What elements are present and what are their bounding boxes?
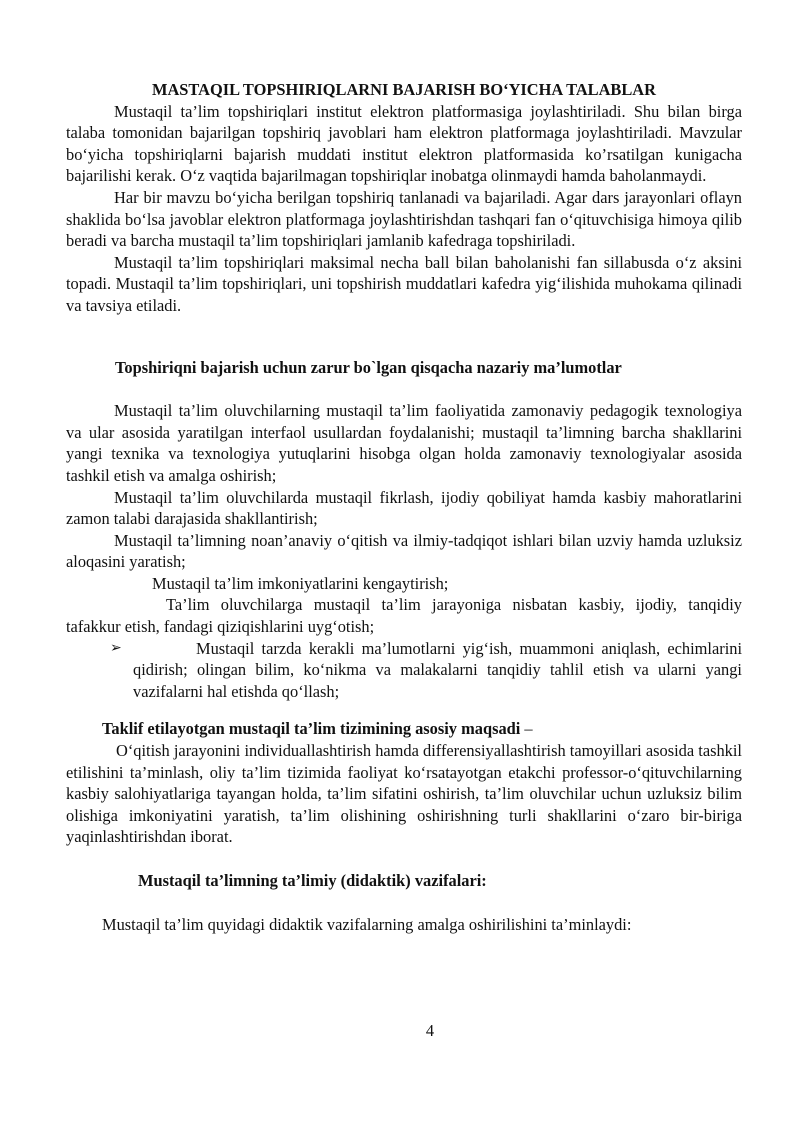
page-number: 4 bbox=[425, 1021, 435, 1040]
section-heading-theory: Topshiriqni bajarish uchun zarur bo`lgan qisqacha nazariy ma’lumotlar bbox=[115, 357, 622, 377]
section-heading-didactic-tasks: Mustaqil ta’limning ta’limiy (didaktik) vazifalari: bbox=[138, 871, 487, 890]
paragraph-independent-thinking: Mustaqil ta’lim oluvchilarda mustaqil fikrlash, ijodiy qobiliyat hamda kasbiy mahoratlarini zamon talabi darajasida shakllantirish; bbox=[66, 487, 742, 529]
paragraph-task-selection: Har bir mavzu bo‘yicha berilgan topshiriq tanlanadi va bajariladi. Agar dars jarayonlari oflayn shaklida bo‘lsa javoblar elektron platformaga joylashtirishdan tashqari fan o‘qituvchisiga himoya qilib beradi va barcha mustaqil ta’lim topshiriqlari jamlanib kafedraga topshiriladi. bbox=[66, 187, 742, 251]
main-goal-heading-text: Taklif etilayotgan mustaqil ta’lim tizimining asosiy maqsadi bbox=[102, 719, 521, 739]
paragraph-didactic-intro: Mustaqil ta’lim quyidagi didaktik vazifalarning amalga oshirilishini ta’minlaydi: bbox=[102, 914, 632, 934]
bullet-item bbox=[66, 638, 742, 703]
main-goal-dash: – bbox=[520, 719, 533, 739]
bullet-text: Mustaqil tarzda kerakli ma’lumotlarni yig‘ish, muammoni aniqlash, echimlarini qidirish; olingan bilim, ko‘nikma va malakalarni tanqidiy tahlil etish va ularni yangi vazifalarni hal etishda qo‘llash; bbox=[133, 638, 742, 701]
section-heading-main-goal bbox=[66, 718, 742, 740]
paragraph-grading: Mustaqil ta’lim topshiriqlari maksimal necha ball bilan baholanishi fan sillabusda o‘z aksini topadi. Mustaqil ta’lim topshiriqlari, uni topshirish muddatlari kafedra yig‘ilishida muhokama qilinadi va tavsiya etiladi. bbox=[66, 252, 742, 315]
paragraph-modern-technology: Mustaqil ta’lim oluvchilarning mustaqil ta’lim faoliyatida zamonaviy pedagogik texnologiya va ular asosida yaratilgan interfaol usullardan foydalanishi; mustaqil ta’limning barcha shakllarini yangi texnika va texnologiya yutuqlarini hisobga olgan holda zamonaviy texnologiyalar asosida tashkil etish va amalga oshirish; bbox=[66, 401, 742, 485]
paragraph-critical-thinking: Ta’lim oluvchilarga mustaqil ta’lim jarayoniga nisbatan kasbiy, ijodiy, tanqidiy tafakkur etish, fandagi qiziqishlarini uyg‘otish; bbox=[66, 595, 742, 637]
paragraph-research-link: Mustaqil ta’limning noan’anaviy o‘qitish va ilmiy-tadqiqot ishlari bilan uzviy hamda uzluksiz aloqasini yaratish; bbox=[66, 530, 742, 572]
paragraph-main-goal: O‘qitish jarayonini individuallashtirish hamda differensiyallashtirish tamoyillari asosida tashkil etilishini ta’minlash, oliy ta’lim tizimida faoliyat ko‘rsatayotgan etakchi professor-o‘qituvchilarning kasbiy salohiyatlariga tayangan holda, ta’lim sifatini oshirish, ta’lim oluvchilar uchun uzluksiz bilim olishiga imkoniyatini yaratish, ta’lim olishining oshirishning turli shakllarini o‘zaro bir-biriga yaqinlashtirishdan iborat. bbox=[66, 741, 742, 847]
section-heading-requirements: MASTAQIL TOPSHIRIQLARNI BAJARISH BO‘YICHA TALABLAR bbox=[152, 80, 656, 99]
arrow-bullet-icon: ➢ bbox=[110, 639, 122, 656]
paragraph-platform: Mustaqil ta’lim topshiriqlari institut elektron platformasiga joylashtiriladi. Shu bilan birga talaba tomonidan bajarilgan topshiriq javoblari ham elektron platformaga joylashtiriladi. Mavzular bo‘yicha topshiriqlarni bajarish muddati institut elektron platformasida ko’rsatilgan kunigacha bajarilishi kerak. O‘z vaqtida bajarilmagan topshiriqlar inobatga olinmaydi hamda baholanmaydi. bbox=[66, 101, 742, 186]
paragraph-expand-opportunities: Mustaqil ta’lim imkoniyatlarini kengaytirish; bbox=[152, 573, 449, 593]
document-page bbox=[66, 79, 742, 935]
